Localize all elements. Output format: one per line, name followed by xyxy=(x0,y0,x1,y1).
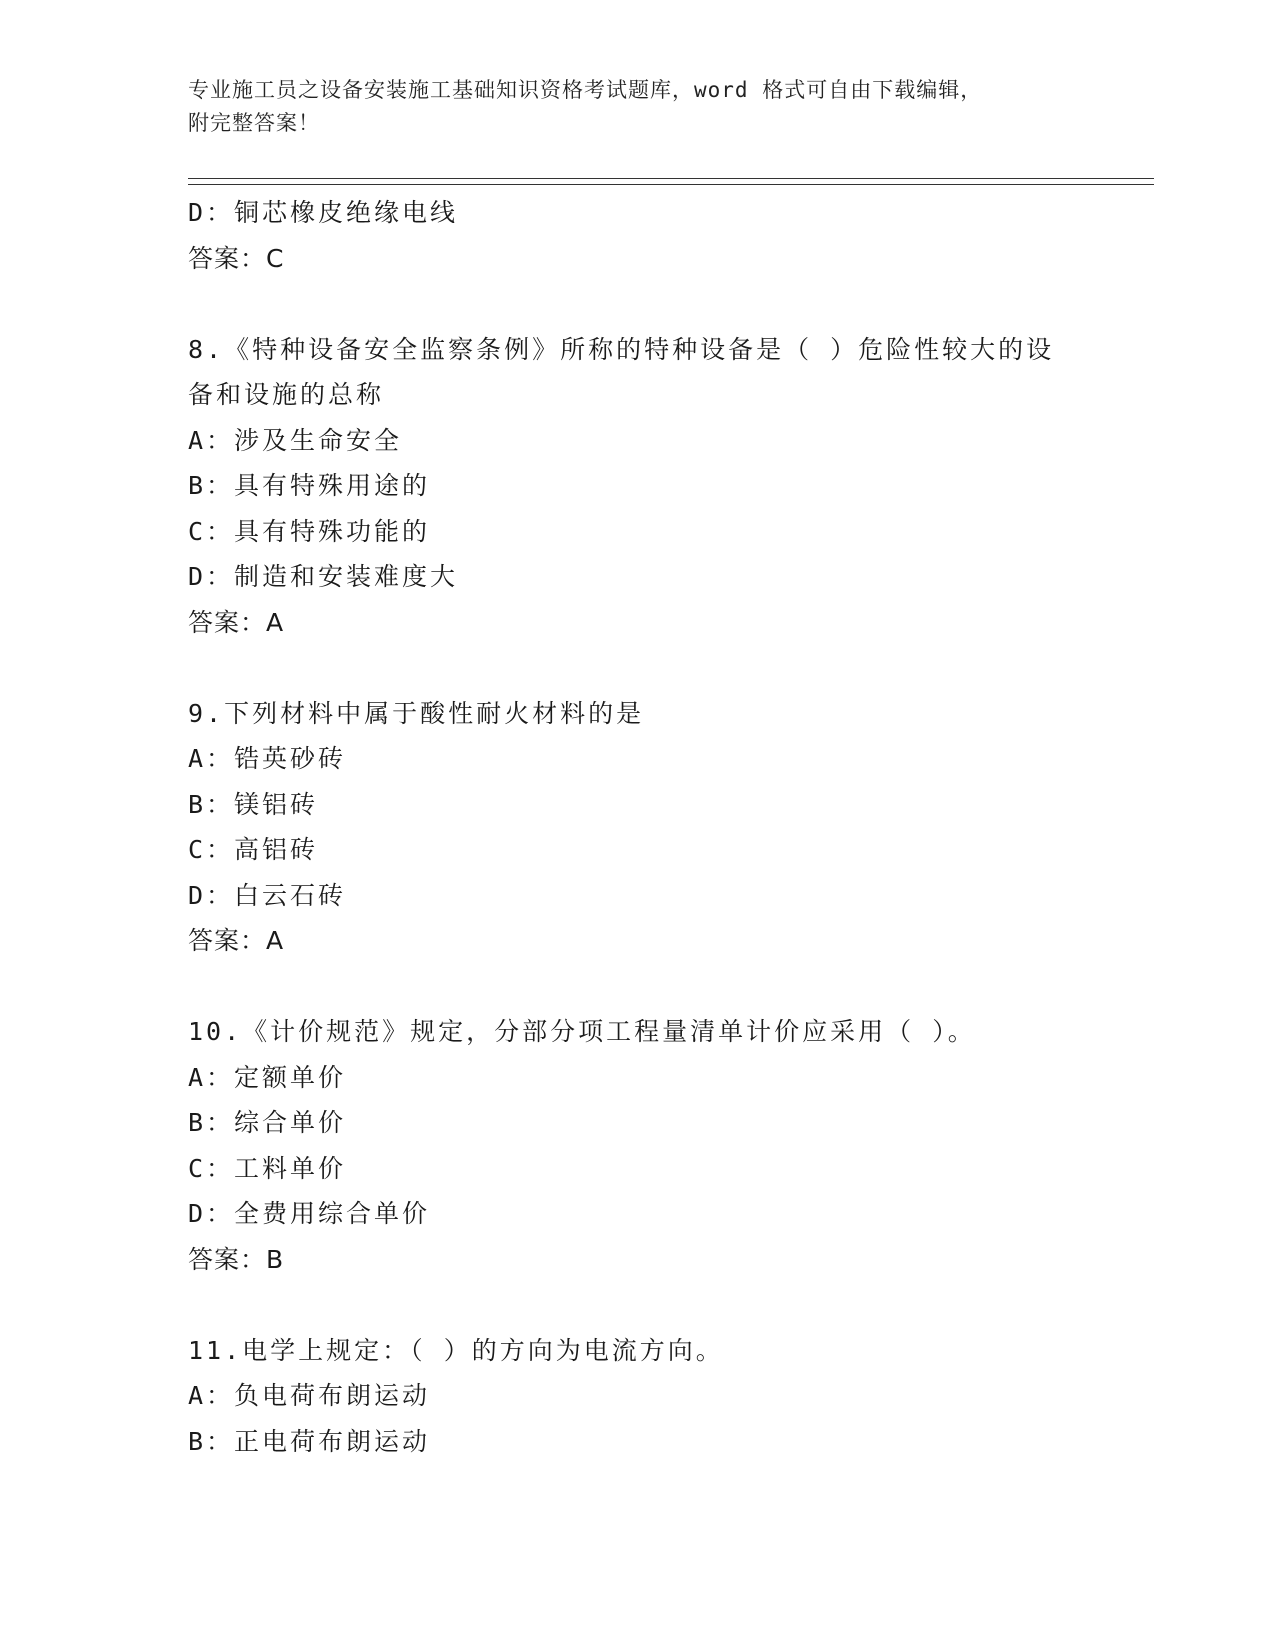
option-b: B：镁铝砖 xyxy=(188,789,319,819)
page-header xyxy=(188,74,1088,140)
question-stem: 10.《计价规范》规定，分部分项工程量清单计价应采用（ ）。 xyxy=(188,1017,976,1046)
option-c: C：高铝砖 xyxy=(188,835,319,864)
question-spacer xyxy=(188,964,1148,1010)
option-c: C：工料单价 xyxy=(188,1153,347,1183)
option-a: A：锆英砂砖 xyxy=(188,744,347,773)
option-a: A：负电荷布朗运动 xyxy=(188,1381,431,1410)
option-c: C：具有特殊功能的 xyxy=(188,516,431,546)
option-a: A：涉及生命安全 xyxy=(188,425,403,455)
question-spacer xyxy=(188,281,1148,327)
answer-line: 答案：A xyxy=(188,607,285,637)
header-line-2: 附完整答案！ xyxy=(188,111,320,135)
option-b: B：综合单价 xyxy=(188,1108,347,1137)
header-double-rule xyxy=(188,178,1154,185)
question-spacer xyxy=(188,1282,1148,1328)
question-11 xyxy=(188,1328,1148,1465)
question-8 xyxy=(188,327,1148,646)
header-line-1: 专业施工员之设备安装施工基础知识资格考试题库，word 格式可自由下载编辑， xyxy=(188,78,983,102)
option-d: D：制造和安装难度大 xyxy=(188,562,459,591)
question-stem: 9.下列材料中属于酸性耐火材料的是 xyxy=(188,698,645,728)
question-9 xyxy=(188,691,1148,964)
option-b: B：具有特殊用途的 xyxy=(188,471,431,500)
question-stem: 8.《特种设备安全监察条例》所称的特种设备是（ ）危险性较大的设 xyxy=(188,334,1055,364)
question-stem-continued: 备和设施的总称 xyxy=(188,380,385,409)
option-a: A：定额单价 xyxy=(188,1062,347,1092)
answer-line: 答案：C xyxy=(188,243,285,273)
option-b: B：正电荷布朗运动 xyxy=(188,1426,431,1456)
option-d: D：全费用综合单价 xyxy=(188,1199,431,1228)
option-d: D：铜芯橡皮绝缘电线 xyxy=(188,198,459,227)
question-10 xyxy=(188,1009,1148,1282)
question-content xyxy=(188,190,1148,1464)
option-d: D：白云石砖 xyxy=(188,880,347,910)
answer-line: 答案：A xyxy=(188,926,285,955)
question-spacer xyxy=(188,645,1148,691)
answer-line: 答案：B xyxy=(188,1244,285,1274)
question-stem: 11.电学上规定：（ ）的方向为电流方向。 xyxy=(188,1335,724,1365)
